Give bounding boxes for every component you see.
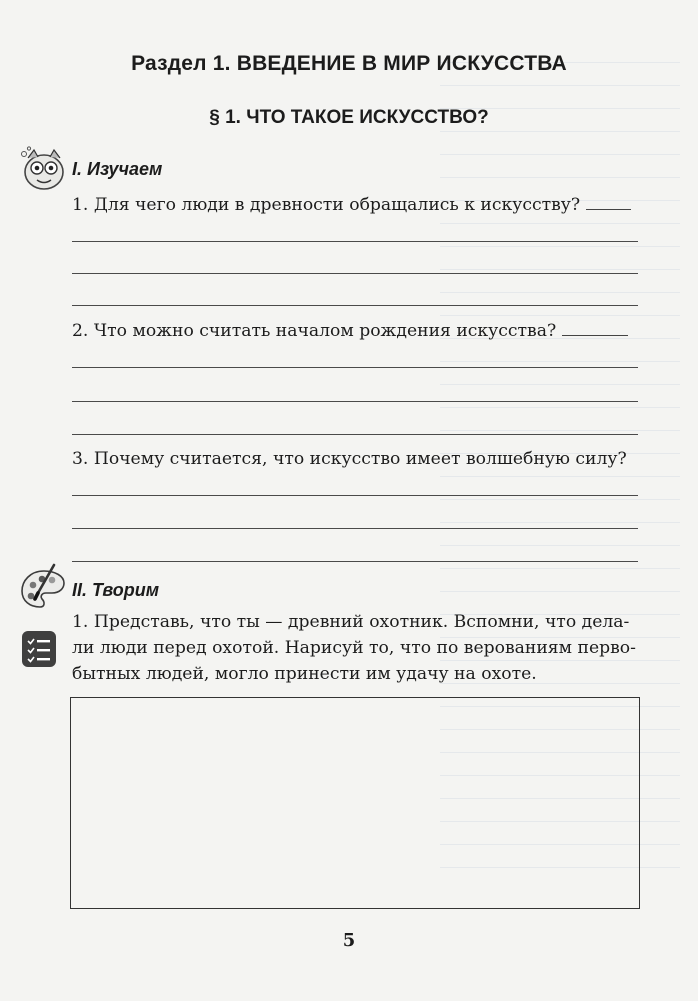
answer-line[interactable]: [72, 305, 638, 306]
question-2-text: 2. Что можно считать началом рождения искусства?: [72, 321, 557, 341]
owl-mascot-icon: [20, 146, 68, 197]
task-line-2: ли люди перед охотой. Нарисуй то, что по верованиям перво-: [72, 638, 636, 658]
answer-line[interactable]: [72, 434, 638, 435]
answer-line[interactable]: [72, 561, 638, 562]
palette-brush-icon: [18, 563, 68, 616]
page-number: 5: [342, 930, 356, 951]
drawing-area[interactable]: [70, 697, 640, 909]
answer-line[interactable]: [72, 495, 638, 496]
answer-line[interactable]: [72, 401, 638, 402]
section-title: Раздел 1. ВВЕДЕНИЕ В МИР ИСКУССТВА: [131, 52, 567, 75]
task-1: [72, 609, 642, 687]
create-heading: II. Творим: [72, 580, 160, 600]
checklist-icon: [21, 630, 57, 673]
question-2: [72, 317, 638, 344]
task-line-1: 1. Представь, что ты — древний охотник. Вспомни, что дела-: [72, 612, 630, 632]
question-3: [72, 446, 638, 472]
answer-line[interactable]: [72, 367, 638, 368]
answer-line[interactable]: [72, 273, 638, 274]
question-3-text: 3. Почему считается, что искусство имеет волшебную силу?: [72, 449, 627, 469]
answer-line[interactable]: [72, 241, 638, 242]
answer-tail-1[interactable]: [586, 191, 631, 210]
task-line-3: бытных людей, могло принести им удачу на охоте.: [72, 664, 537, 684]
answer-line[interactable]: [72, 528, 638, 529]
study-heading: I. Изучаем: [72, 159, 163, 179]
answer-tail-2[interactable]: [562, 317, 628, 336]
question-1: [72, 191, 638, 218]
question-1-text: 1. Для чего люди в древности обращались к искусству?: [72, 195, 581, 215]
paragraph-title: § 1. ЧТО ТАКОЕ ИСКУССТВО?: [209, 107, 489, 128]
